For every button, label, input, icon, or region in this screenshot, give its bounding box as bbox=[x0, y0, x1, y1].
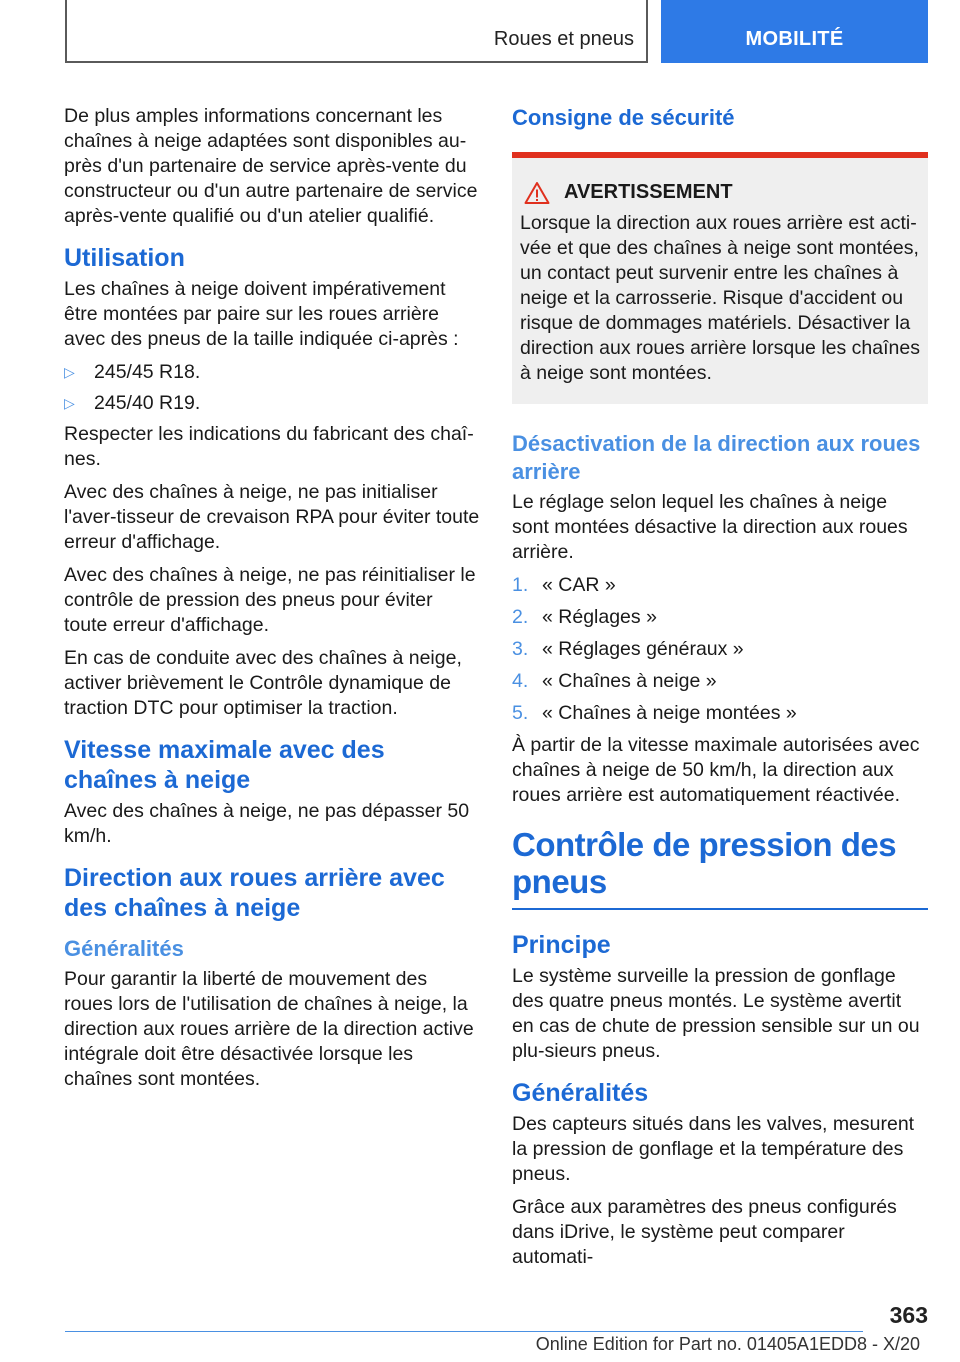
tpms-chapter-heading: Contrôle de pression des pneus bbox=[512, 826, 897, 900]
idrive-paragraph: Grâce aux paramètres des pneus configurés dans iDrive, le système peut comparer automati- bbox=[512, 1196, 897, 1268]
rear-steering-heading: Direction aux roues arrière avec des chaînes à neige bbox=[64, 864, 445, 922]
list-item: 3. « Réglages généraux » bbox=[512, 638, 744, 660]
deactivation-heading: Désactivation de la direction aux roues arrière bbox=[512, 431, 921, 484]
triangle-bullet-icon: ▷ bbox=[64, 395, 75, 411]
principle-heading: Principe bbox=[512, 931, 611, 959]
list-item: 4. « Chaînes à neige » bbox=[512, 670, 717, 692]
warning-text: Lorsque la direction aux roues arrière est acti-vée et que des chaînes à neige sont montées, un contact peut survenir entre les chaînes à neige et la carrosserie. Risque d'accident ou risque de dommages matériels. Désactiver la direction aux roues arrière lorsque les chaînes à neige sont montées. bbox=[520, 212, 920, 384]
footer-edition: Online Edition for Part no. 01405A1EDD8 - X/20 bbox=[535, 1334, 920, 1354]
left-column bbox=[64, 104, 480, 1100]
menu-steps-list bbox=[512, 573, 928, 726]
right-column bbox=[512, 104, 928, 1278]
intro-paragraph: De plus amples informations concernant les chaînes à neige adaptées sont disponibles au-près d'un partenaire de service après-vente du constructeur ou d'un autre partenaire de service après-vente qualifié ou d'un atelier qualifié. bbox=[64, 105, 478, 227]
max-speed-heading: Vitesse maximale avec des chaînes à neige bbox=[64, 736, 385, 794]
page-number: 363 bbox=[889, 1302, 928, 1328]
dtc-paragraph: En cas de conduite avec des chaînes à neige, activer brièvement le Contrôle dynamique de traction DTC pour optimiser la traction. bbox=[64, 647, 462, 719]
chapter-divider bbox=[512, 908, 928, 910]
general-subheading: Généralités bbox=[64, 936, 184, 961]
warning-label: AVERTISSEMENT bbox=[564, 181, 733, 203]
list-item: 5. « Chaînes à neige montées » bbox=[512, 702, 797, 724]
warning-triangle-icon bbox=[524, 181, 550, 205]
general-paragraph: Pour garantir la liberté de mouvement des roues lors de l'utilisation de chaînes à neige, la direction aux roues arrière de la direction active intégrale doit être désactivée lorsque les chaînes sont montées. bbox=[64, 968, 474, 1090]
utilisation-heading: Utilisation bbox=[64, 244, 185, 272]
principle-paragraph: Le système surveille la pression de gonflage des quatre pneus montés. Le système avertit en cas de chute de pression sensible sur un ou plu-sieurs pneus. bbox=[512, 965, 920, 1062]
header-chapter-tab[interactable]: MOBILITÉ bbox=[661, 0, 928, 63]
list-item: ▷ 245/40 R19. bbox=[64, 392, 201, 414]
list-item: ▷ 245/45 R18. bbox=[64, 361, 201, 383]
warning-header bbox=[520, 180, 920, 205]
reactivation-paragraph: À partir de la vitesse maximale autorisées avec chaînes à neige de 50 km/h, la direction aux roues arrière est automatiquement réactivée. bbox=[512, 734, 920, 806]
rpa-paragraph: Avec des chaînes à neige, ne pas initialiser l'aver-tisseur de crevaison RPA pour éviter toute erreur d'affichage. bbox=[64, 481, 480, 553]
footer-divider bbox=[65, 1331, 863, 1332]
warning-box bbox=[512, 152, 928, 404]
general-heading: Généralités bbox=[512, 1079, 649, 1107]
deactivation-paragraph: Le réglage selon lequel les chaînes à neige sont montées désactive la direction aux roues arrière. bbox=[512, 491, 908, 563]
sensors-paragraph: Des capteurs situés dans les valves, mesurent la pression de gonflage et la température des pneus. bbox=[512, 1113, 915, 1185]
list-item: 2. « Réglages » bbox=[512, 606, 657, 628]
safety-heading: Consigne de sécurité bbox=[512, 105, 735, 130]
utilisation-paragraph: Les chaînes à neige doivent impérativement être montées par paire sur les roues arrière avec des pneus de la taille indiquée ci-après : bbox=[64, 278, 459, 350]
manufacturer-paragraph: Respecter les indications du fabricant des chaî-nes. bbox=[64, 423, 474, 470]
list-item: 1. « CAR » bbox=[512, 574, 616, 596]
max-speed-paragraph: Avec des chaînes à neige, ne pas dépasser 50 km/h. bbox=[64, 800, 470, 847]
tpms-reset-paragraph: Avec des chaînes à neige, ne pas réinitialiser le contrôle de pression des pneus pour éviter toute erreur d'affichage. bbox=[64, 564, 476, 636]
triangle-bullet-icon: ▷ bbox=[64, 364, 75, 380]
tire-size-list bbox=[64, 360, 480, 416]
header-section-title: Roues et pneus bbox=[493, 28, 634, 50]
